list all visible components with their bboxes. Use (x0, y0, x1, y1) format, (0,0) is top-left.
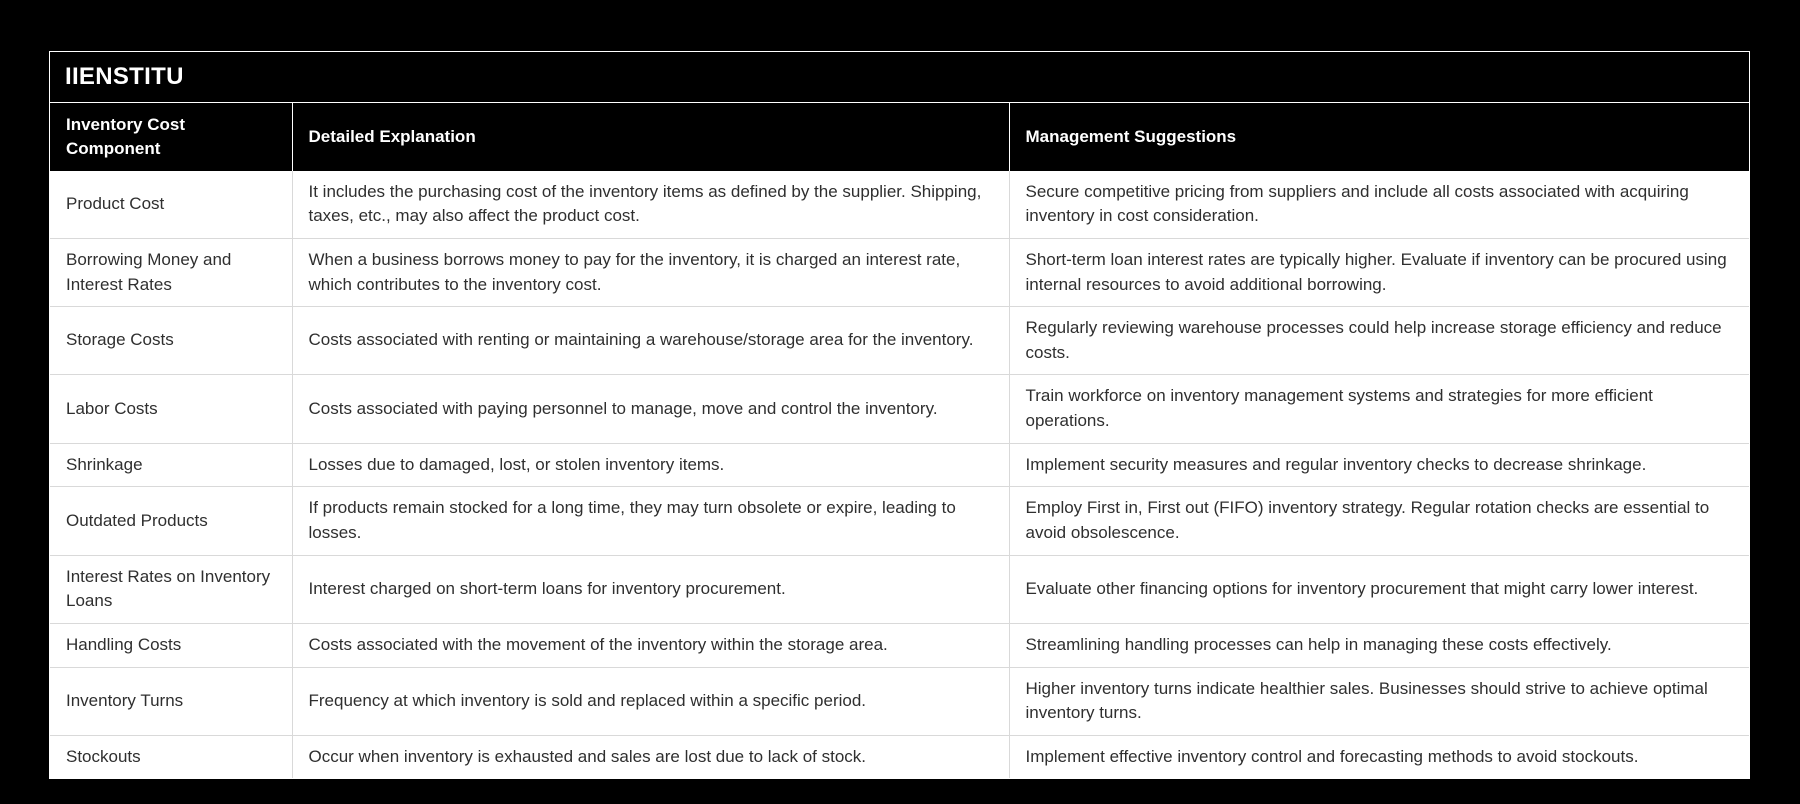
cell-explanation: Interest charged on short-term loans for inventory procurement. (292, 555, 1009, 623)
table-row (50, 443, 1749, 487)
cell-explanation: Costs associated with paying personnel to manage, move and control the inventory. (292, 375, 1009, 443)
cell-component: Stockouts (50, 735, 292, 778)
table-body (50, 171, 1749, 779)
cell-explanation: Frequency at which inventory is sold and replaced within a specific period. (292, 667, 1009, 735)
header-row (50, 103, 1749, 171)
table-row (50, 555, 1749, 623)
cell-suggestion: Regularly reviewing warehouse processes could help increase storage efficiency and reduce costs. (1009, 307, 1749, 375)
cell-suggestion: Higher inventory turns indicate healthier sales. Businesses should strive to achieve optimal inventory turns. (1009, 667, 1749, 735)
cell-component: Outdated Products (50, 487, 292, 555)
cell-explanation: When a business borrows money to pay for the inventory, it is charged an interest rate, which contributes to the inventory cost. (292, 238, 1009, 306)
cell-component: Product Cost (50, 171, 292, 239)
cell-component: Labor Costs (50, 375, 292, 443)
cell-explanation: Losses due to damaged, lost, or stolen inventory items. (292, 443, 1009, 487)
cell-explanation: Costs associated with renting or maintaining a warehouse/storage area for the inventory. (292, 307, 1009, 375)
table-row (50, 735, 1749, 778)
inventory-cost-table (50, 103, 1749, 778)
cell-suggestion: Implement security measures and regular inventory checks to decrease shrinkage. (1009, 443, 1749, 487)
cell-suggestion: Implement effective inventory control and forecasting methods to avoid stockouts. (1009, 735, 1749, 778)
table-header (50, 103, 1749, 171)
table-row (50, 307, 1749, 375)
cell-suggestion: Streamlining handling processes can help in managing these costs effectively. (1009, 623, 1749, 667)
table-row (50, 487, 1749, 555)
cell-suggestion: Secure competitive pricing from suppliers and include all costs associated with acquiring inventory in cost consideration. (1009, 171, 1749, 239)
column-header-inventory-cost-component: Inventory Cost Component (50, 103, 292, 171)
cell-suggestion: Train workforce on inventory management systems and strategies for more efficient operations. (1009, 375, 1749, 443)
cell-component: Interest Rates on Inventory Loans (50, 555, 292, 623)
cell-suggestion: Short-term loan interest rates are typically higher. Evaluate if inventory can be procured using internal resources to avoid additional borrowing. (1009, 238, 1749, 306)
table-row (50, 623, 1749, 667)
table-row (50, 375, 1749, 443)
table-row (50, 238, 1749, 306)
table-row (50, 667, 1749, 735)
cell-explanation: Costs associated with the movement of the inventory within the storage area. (292, 623, 1009, 667)
brand-title: IIENSTITU (50, 52, 1749, 103)
cell-component: Storage Costs (50, 307, 292, 375)
column-header-management-suggestions: Management Suggestions (1009, 103, 1749, 171)
cell-component: Handling Costs (50, 623, 292, 667)
column-header-detailed-explanation: Detailed Explanation (292, 103, 1009, 171)
cell-component: Inventory Turns (50, 667, 292, 735)
cell-suggestion: Evaluate other financing options for inventory procurement that might carry lower interest. (1009, 555, 1749, 623)
cell-explanation: If products remain stocked for a long time, they may turn obsolete or expire, leading to losses. (292, 487, 1009, 555)
cell-explanation: It includes the purchasing cost of the inventory items as defined by the supplier. Shipping, taxes, etc., may also affect the product cost. (292, 171, 1009, 239)
cell-suggestion: Employ First in, First out (FIFO) inventory strategy. Regular rotation checks are essential to avoid obsolescence. (1009, 487, 1749, 555)
cell-explanation: Occur when inventory is exhausted and sales are lost due to lack of stock. (292, 735, 1009, 778)
cell-component: Borrowing Money and Interest Rates (50, 238, 292, 306)
cell-component: Shrinkage (50, 443, 292, 487)
table-row (50, 171, 1749, 239)
table-card (49, 51, 1750, 779)
